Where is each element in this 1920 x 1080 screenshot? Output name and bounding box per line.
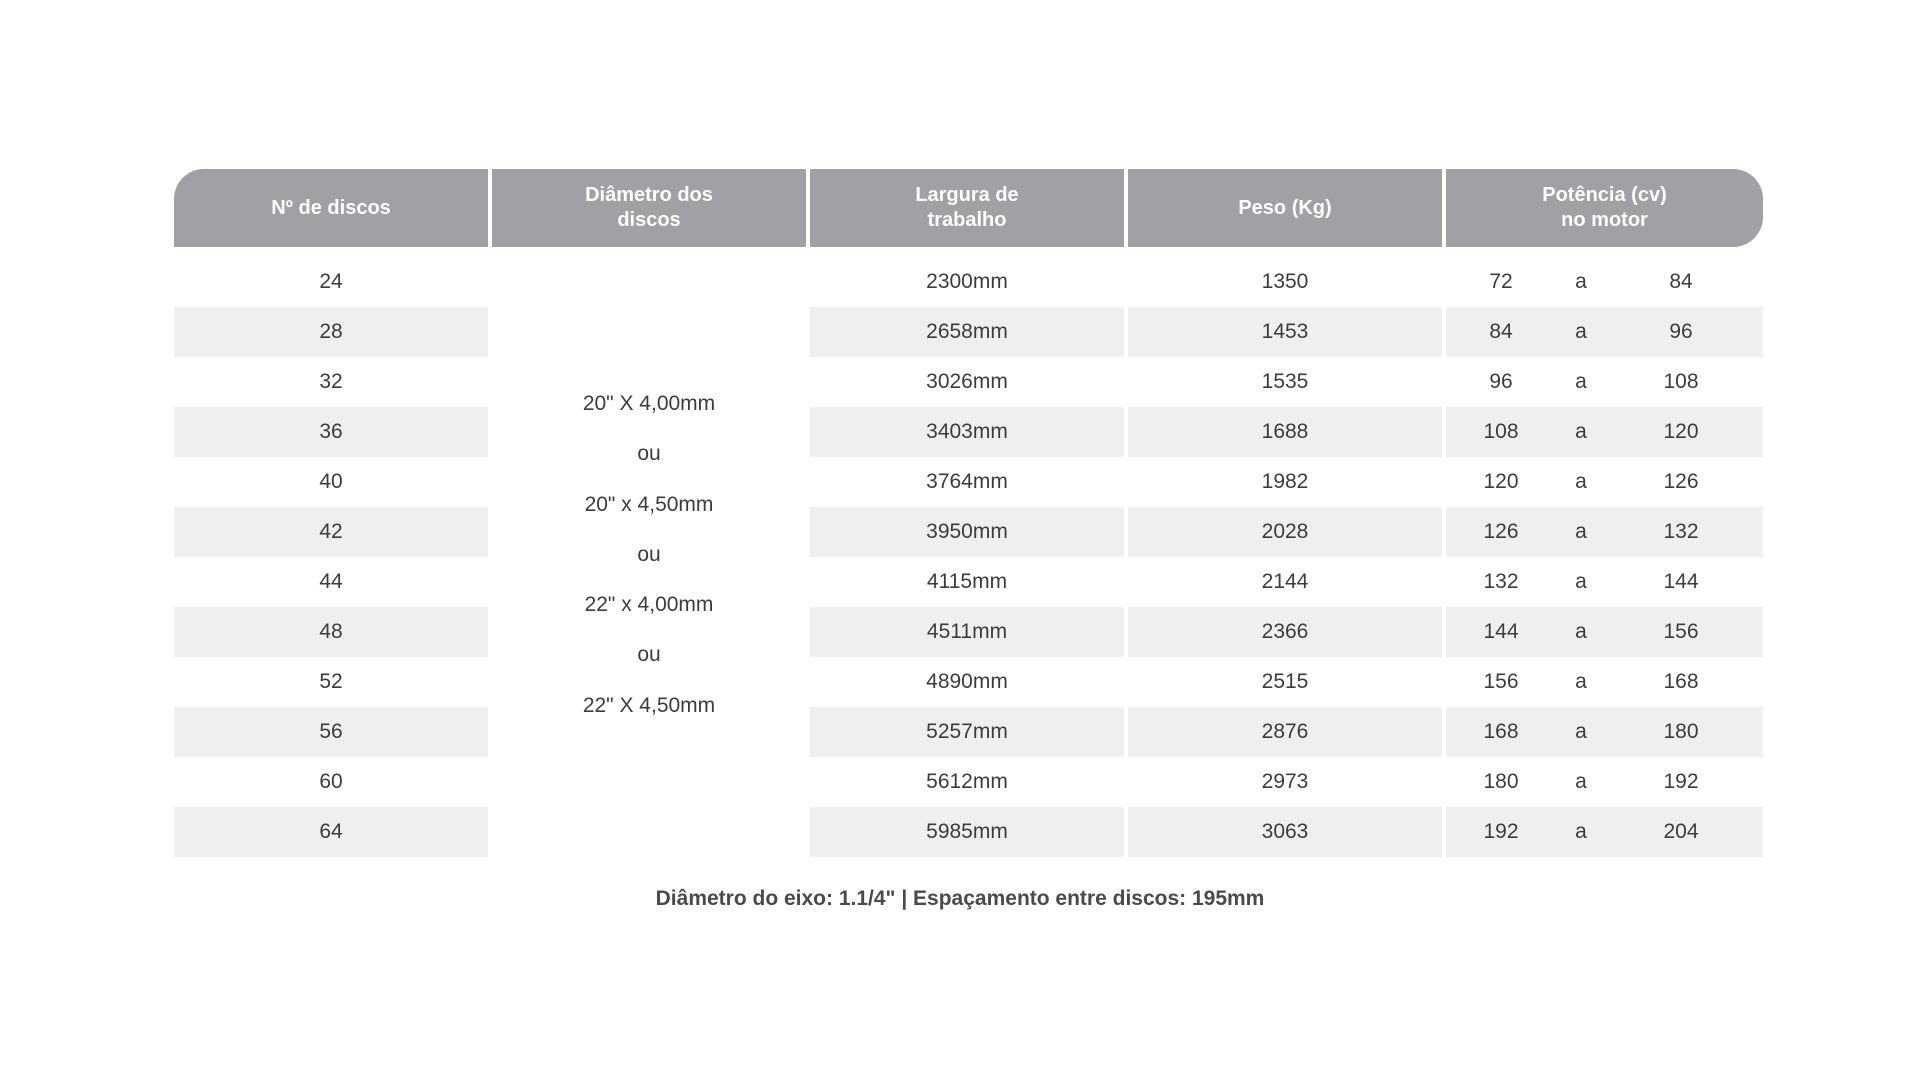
cell-num-discs: 64 [174,807,488,857]
cell-working-width: 5612mm [926,770,1008,793]
cell-weight: 1453 [1128,307,1442,357]
disc-diameter-option: 20" x 4,50mm [584,492,714,516]
cell-power [1446,457,1763,507]
cell-num-discs: 28 [174,307,488,357]
table-header [174,169,1763,247]
cell-num-discs: 52 [319,670,343,693]
power-separator: a [1575,820,1587,843]
power-separator: a [1575,420,1587,443]
cell-num-discs: 56 [174,707,488,757]
power-separator: a [1575,520,1587,543]
disc-diameter-option: 22" x 4,00mm [584,593,714,617]
header-num-discs: Nº de discos [174,169,488,247]
cell-num-discs: 60 [319,770,343,793]
table-row [174,357,1763,407]
cell-num-discs: 32 [319,370,343,393]
power-min: 192 [1483,820,1519,843]
cell-weight: 3063 [1128,807,1442,857]
power-min: 156 [1483,670,1519,693]
cell-working-width: 4511mm [810,607,1124,657]
cell-working-width: 4890mm [926,670,1008,693]
power-max: 168 [1663,670,1699,693]
cell-power [1446,557,1763,607]
cell-working-width: 5257mm [810,707,1124,757]
cell-weight: 1350 [1128,247,1442,307]
power-max: 204 [1663,820,1699,843]
cell-num-discs: 40 [319,470,343,493]
disc-diameter-option: ou [637,442,661,466]
cell-power [1446,707,1763,757]
power-separator: a [1575,620,1587,643]
power-max: 132 [1663,520,1699,543]
power-range [1446,557,1763,607]
power-range [1446,357,1763,407]
power-max: 84 [1669,270,1693,293]
cell-weight: 2028 [1128,507,1442,557]
power-min: 72 [1489,270,1513,293]
power-min: 180 [1483,770,1519,793]
cell-power [1446,407,1763,457]
cell-weight: 1535 [1261,370,1309,393]
cell-working-width: 2300mm [810,247,1124,307]
cell-power [1446,307,1763,357]
header-power: Potência (cv) no motor [1446,169,1763,247]
cell-weight: 1982 [1261,470,1309,493]
cell-power [1446,357,1763,407]
cell-weight: 2973 [1261,770,1309,793]
cell-weight: 2515 [1261,670,1309,693]
header-working-width: Largura de trabalho [810,169,1124,247]
table-row [174,607,1763,657]
power-max: 126 [1663,470,1699,493]
cell-num-discs: 48 [174,607,488,657]
table-row [174,507,1763,557]
cell-power [1446,657,1763,707]
power-range [1446,707,1763,757]
table-row [174,757,1763,807]
spec-table [170,169,1767,857]
cell-working-width: 4115mm [926,570,1008,593]
power-max: 144 [1663,570,1699,593]
header-weight: Peso (Kg) [1128,169,1442,247]
disc-diameter-option: ou [637,643,661,667]
cell-weight: 2876 [1128,707,1442,757]
table-row [174,557,1763,607]
power-separator: a [1575,320,1587,343]
cell-weight: 1688 [1128,407,1442,457]
cell-power [1446,757,1763,807]
power-min: 126 [1483,520,1519,543]
cell-working-width: 3950mm [810,507,1124,557]
cell-num-discs: 24 [174,247,488,307]
power-max: 108 [1663,370,1699,393]
cell-weight: 2144 [1261,570,1309,593]
power-range [1446,607,1763,657]
cell-power [1446,607,1763,657]
cell-power [1446,807,1763,857]
disc-diameter-option: 22" X 4,50mm [582,693,716,717]
power-max: 120 [1663,420,1699,443]
power-separator: a [1575,720,1587,743]
power-range [1446,757,1763,807]
power-min: 144 [1483,620,1519,643]
cell-num-discs: 44 [319,570,343,593]
power-min: 108 [1483,420,1519,443]
cell-working-width: 2658mm [810,307,1124,357]
power-separator: a [1575,470,1587,493]
power-min: 132 [1483,570,1519,593]
power-separator: a [1575,570,1587,593]
power-range [1446,507,1763,557]
power-range [1446,307,1763,357]
table-row [174,657,1763,707]
table-body [174,247,1763,857]
power-separator: a [1575,370,1587,393]
power-separator: a [1575,270,1587,293]
cell-num-discs: 36 [174,407,488,457]
power-range [1446,657,1763,707]
cell-disc-diameter-options [492,247,806,857]
cell-working-width: 3764mm [926,470,1008,493]
power-max: 180 [1663,720,1699,743]
power-range [1446,457,1763,507]
cell-power [1446,247,1763,307]
table-row [174,307,1763,357]
table-row [174,247,1763,307]
cell-working-width: 3026mm [926,370,1008,393]
cell-num-discs: 42 [174,507,488,557]
disc-diameter-option: ou [637,542,661,566]
footer-note: Diâmetro do eixo: 1.1/4" | Espaçamento entre discos: 195mm [655,887,1265,910]
table-row [174,407,1763,457]
header-disc-diameter: Diâmetro dos discos [492,169,806,247]
power-min: 84 [1489,320,1513,343]
power-separator: a [1575,670,1587,693]
power-min: 120 [1483,470,1519,493]
table-row [174,707,1763,757]
table-row [174,457,1763,507]
header-row [174,169,1763,247]
table-row [174,807,1763,857]
power-min: 168 [1483,720,1519,743]
power-max: 192 [1663,770,1699,793]
cell-power [1446,507,1763,557]
power-max: 156 [1663,620,1699,643]
cell-working-width: 5985mm [810,807,1124,857]
disc-diameter-option: 20" X 4,00mm [582,392,716,415]
power-min: 96 [1489,370,1513,393]
power-range [1446,257,1763,307]
cell-working-width: 3403mm [810,407,1124,457]
power-separator: a [1575,770,1587,793]
power-max: 96 [1669,320,1693,343]
cell-weight: 2366 [1128,607,1442,657]
power-range [1446,407,1763,457]
power-range [1446,807,1763,857]
